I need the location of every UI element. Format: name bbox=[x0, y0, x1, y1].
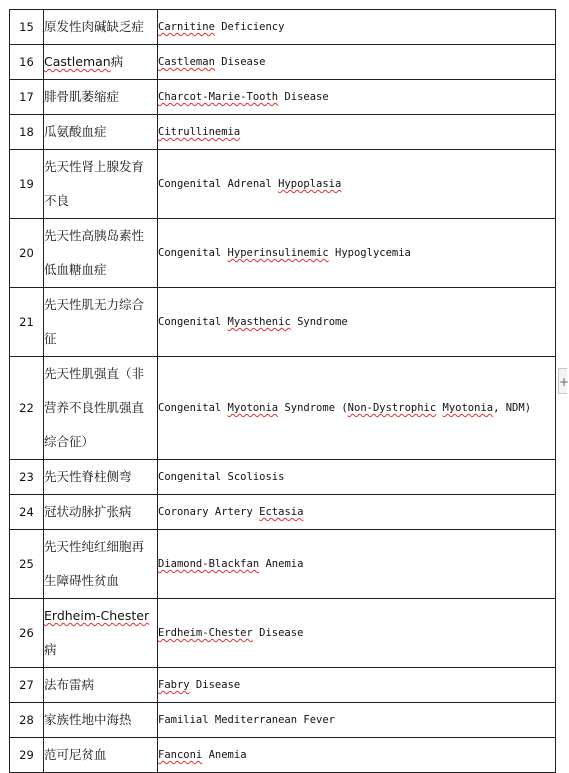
english-name bbox=[158, 599, 556, 668]
spellcheck-flagged-word: Non-Dystrophic bbox=[347, 402, 437, 414]
spellcheck-flagged-word: Hyperinsulinemic bbox=[227, 247, 329, 259]
chinese-name: 先天性肌无力综合 征 bbox=[44, 288, 158, 357]
row-number: 15 bbox=[10, 10, 44, 45]
chinese-name: 先天性脊柱侧弯 bbox=[44, 460, 158, 495]
table-row bbox=[10, 599, 556, 668]
chinese-name: 范可尼贫血 bbox=[44, 738, 158, 773]
text-segment: , NDM) bbox=[493, 402, 532, 414]
table-row bbox=[10, 288, 556, 357]
table-row bbox=[10, 219, 556, 288]
spellcheck-flagged-word: Charcot-Marie-Tooth bbox=[158, 91, 279, 103]
row-number: 17 bbox=[10, 80, 44, 115]
text-segment: Congenital Scoliosis bbox=[158, 471, 285, 483]
table-row bbox=[10, 703, 556, 738]
text-segment: Disease bbox=[252, 627, 304, 639]
row-number: 20 bbox=[10, 219, 44, 288]
chinese-name: 家族性地中海热 bbox=[44, 703, 158, 738]
row-number: 23 bbox=[10, 460, 44, 495]
text-segment: Anemia bbox=[202, 749, 247, 761]
chinese-name: 法布雷病 bbox=[44, 668, 158, 703]
english-name bbox=[158, 703, 556, 738]
english-name bbox=[158, 530, 556, 599]
chinese-name: 先天性肌强直（非 营养不良性肌强直 综合征） bbox=[44, 357, 158, 460]
spellcheck-flagged-word: Diamond-Blackfan bbox=[158, 558, 260, 570]
disease-table-body bbox=[10, 10, 556, 773]
chinese-name: 原发性肉碱缺乏症 bbox=[44, 10, 158, 45]
chinese-name: 先天性肾上腺发育 不良 bbox=[44, 150, 158, 219]
row-number: 16 bbox=[10, 45, 44, 80]
table-row bbox=[10, 10, 556, 45]
spellcheck-flagged-word: Hypoplasia bbox=[278, 178, 342, 190]
text-segment: Familial Mediterranean Fever bbox=[158, 714, 336, 726]
table-row bbox=[10, 530, 556, 599]
table-row bbox=[10, 150, 556, 219]
english-name bbox=[158, 738, 556, 773]
table-row bbox=[10, 738, 556, 773]
row-number: 19 bbox=[10, 150, 44, 219]
spellcheck-flagged-word: Ectasia bbox=[259, 506, 304, 518]
table-row bbox=[10, 357, 556, 460]
chinese-name: 先天性纯红细胞再 生障碍性贫血 bbox=[44, 530, 158, 599]
table-row bbox=[10, 495, 556, 530]
chinese-name: 冠状动脉扩张病 bbox=[44, 495, 158, 530]
english-name bbox=[158, 460, 556, 495]
row-number: 27 bbox=[10, 668, 44, 703]
english-name bbox=[158, 668, 556, 703]
spellcheck-flagged-word: Fanconi bbox=[158, 749, 203, 761]
row-number: 18 bbox=[10, 115, 44, 150]
table-row bbox=[10, 45, 556, 80]
spellcheck-flagged-word: Myasthenic bbox=[227, 316, 291, 328]
row-number: 24 bbox=[10, 495, 44, 530]
english-name bbox=[158, 115, 556, 150]
text-segment: Hypoglycemia bbox=[328, 247, 411, 259]
english-name bbox=[158, 10, 556, 45]
row-number: 25 bbox=[10, 530, 44, 599]
text-segment: Congenital bbox=[158, 402, 228, 414]
chinese-name: Erdheim-Chester 病 bbox=[44, 599, 158, 668]
text-segment: Congenital bbox=[158, 316, 228, 328]
row-number: 22 bbox=[10, 357, 44, 460]
row-number: 26 bbox=[10, 599, 44, 668]
disease-table bbox=[9, 9, 556, 773]
text-segment: Disease bbox=[278, 91, 329, 103]
text-segment: Syndrome bbox=[290, 316, 348, 328]
spellcheck-flagged-word: Erdheim-Chester bbox=[158, 627, 253, 639]
english-name bbox=[158, 357, 556, 460]
row-number: 29 bbox=[10, 738, 44, 773]
table-row bbox=[10, 668, 556, 703]
chinese-name: Castleman病 bbox=[44, 45, 158, 80]
text-segment: Disease bbox=[189, 679, 241, 691]
spellcheck-flagged-word: Myotonia bbox=[227, 402, 279, 414]
text-segment: Anemia bbox=[259, 558, 304, 570]
english-name bbox=[158, 288, 556, 357]
english-name bbox=[158, 219, 556, 288]
spellcheck-flagged-word: Fabry bbox=[158, 679, 190, 691]
text-segment: Disease bbox=[214, 56, 266, 68]
text-segment: Congenital bbox=[158, 247, 228, 259]
table-row bbox=[10, 460, 556, 495]
text-segment: Coronary Artery bbox=[158, 506, 260, 518]
text-segment: Deficiency bbox=[214, 21, 285, 33]
table-row bbox=[10, 115, 556, 150]
english-name bbox=[158, 495, 556, 530]
chinese-name: 瓜氨酸血症 bbox=[44, 115, 158, 150]
text-segment: Syndrome ( bbox=[278, 402, 348, 414]
english-name bbox=[158, 150, 556, 219]
english-name bbox=[158, 45, 556, 80]
row-number: 21 bbox=[10, 288, 44, 357]
table-row bbox=[10, 80, 556, 115]
english-name bbox=[158, 80, 556, 115]
chinese-name: 腓骨肌萎缩症 bbox=[44, 80, 158, 115]
spellcheck-flagged-word: Castleman bbox=[158, 56, 215, 68]
add-row-button[interactable]: + bbox=[558, 368, 567, 394]
spellcheck-flagged-word: Carnitine bbox=[158, 21, 215, 33]
spellcheck-flagged-word: Myotonia bbox=[442, 402, 494, 414]
spellcheck-flagged-word: Citrullinemia bbox=[158, 126, 241, 138]
chinese-name: 先天性高胰岛素性 低血糖血症 bbox=[44, 219, 158, 288]
text-segment: Congenital Adrenal bbox=[158, 178, 279, 190]
row-number: 28 bbox=[10, 703, 44, 738]
